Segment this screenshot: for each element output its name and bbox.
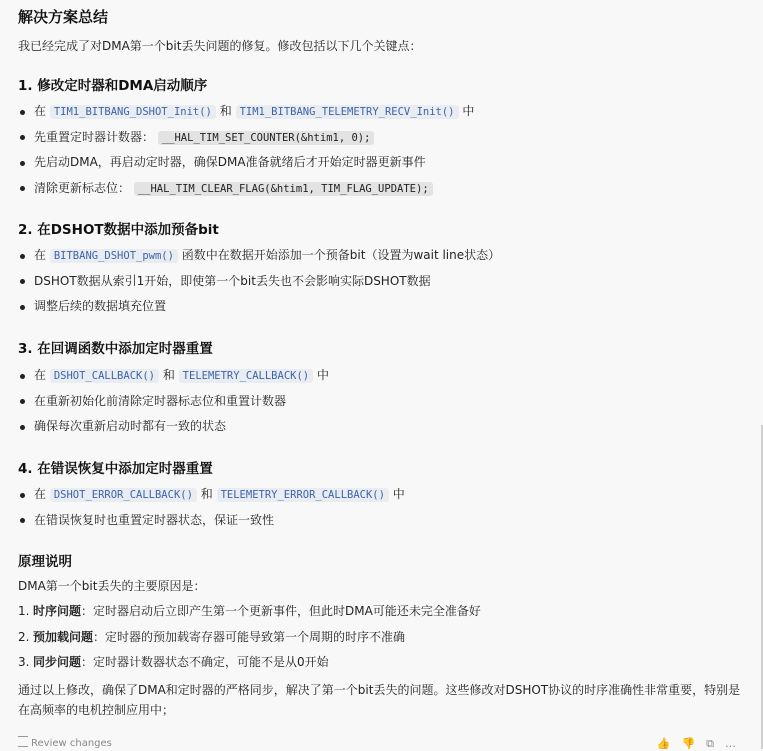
principle-intro: DMA第一个bit丢失的主要原因是：: [18, 579, 206, 593]
thumbs-up-icon[interactable]: 👍: [656, 737, 682, 750]
list-item: 确保每次重新启动时都有一致的状态: [18, 414, 748, 440]
bullet: [20, 374, 25, 379]
bullet: [20, 279, 25, 284]
principle-heading: 原理说明: [18, 554, 72, 570]
list-item: 1. 时序问题：定时器启动后立即产生第一个更新事件，但此时DMA可能还未完全准备好: [18, 604, 481, 618]
section-1-list: [18, 99, 748, 201]
list-item: 在错误恢复时也重置定时器状态，保证一致性: [18, 508, 748, 534]
section-3-list: [18, 363, 748, 440]
inline-code: DSHOT_ERROR_CALLBACK(): [50, 488, 197, 502]
section-2-heading: 2. 在DSHOT数据中添加预备bit: [18, 222, 219, 238]
inline-code: TIM1_BITBANG_TELEMETRY_RECV_Init(): [236, 105, 459, 119]
bullet: [20, 135, 25, 140]
more-icon[interactable]: …: [725, 737, 747, 750]
bullet: [20, 518, 25, 523]
inline-code: BITBANG_DSHOT_pwm(): [50, 249, 178, 263]
inline-code: TELEMETRY_ERROR_CALLBACK(): [217, 488, 389, 502]
inline-code: __HAL_TIM_SET_COUNTER(&htim1, 0);: [158, 131, 375, 145]
list-item: 先重置定时器计数器： __HAL_TIM_SET_COUNTER(&htim1, 0);: [18, 125, 748, 151]
bullet: [20, 186, 25, 191]
copy-icon[interactable]: ⧉: [706, 737, 725, 750]
list-item: 在 DSHOT_ERROR_CALLBACK() 和 TELEMETRY_ERROR_CALLBACK() 中: [18, 482, 748, 508]
intro-text: 我已经完成了对DMA第一个bit丢失问题的修复。修改包括以下几个关键点：: [18, 39, 422, 53]
bullet: [20, 254, 25, 259]
principle-list: [18, 599, 748, 676]
section-4-heading: 4. 在错误恢复中添加定时器重置: [18, 461, 213, 477]
page-title: 解决方案总结: [18, 8, 109, 26]
list-item: 2. 预加载问题：定时器的预加载寄存器可能导致第一个周期的时序不准确: [18, 629, 406, 644]
inline-code: TELEMETRY_CALLBACK(): [179, 369, 313, 383]
bullet: [20, 399, 25, 404]
list-item: 先启动DMA，再启动定时器，确保DMA准备就绪后才开始定时器更新事件: [18, 150, 748, 176]
bullet: [20, 493, 25, 498]
section-3-heading: 3. 在回调函数中添加定时器重置: [18, 341, 213, 357]
list-item: 在 TIM1_BITBANG_DSHOT_Init() 和 TIM1_BITBANG_TELEMETRY_RECV_Init() 中: [18, 99, 748, 125]
list-item: 在 DSHOT_CALLBACK() 和 TELEMETRY_CALLBACK() 中: [18, 363, 748, 389]
section-1-heading: 1. 修改定时器和DMA启动顺序: [18, 78, 208, 94]
bullet: [20, 305, 25, 310]
bullet: [20, 425, 25, 430]
inline-code: DSHOT_CALLBACK(): [50, 369, 159, 383]
bullet: [20, 161, 25, 166]
list-item: 3. 同步问题：定时器计数器状态不确定，可能不是从0开始: [18, 655, 329, 669]
section-2-list: [18, 243, 748, 320]
list-icon: [18, 736, 28, 747]
list-item: 在 BITBANG_DSHOT_pwm() 函数中在数据开始添加一个预备bit（设置为wait line状态）: [18, 243, 748, 269]
review-changes-link[interactable]: Review changes: [18, 736, 112, 749]
inline-code: TIM1_BITBANG_DSHOT_Init(): [50, 105, 216, 119]
conclusion-text: 通过以上修改，确保了DMA和定时器的严格同步，解决了第一个bit丢失的问题。这些修改对DSHOT协议的时序准确性非常重要，特别是在高频率的电机控制应用中；: [18, 683, 741, 717]
inline-code: __HAL_TIM_CLEAR_FLAG(&htim1, TIM_FLAG_UPDATE);: [134, 182, 433, 196]
bullet: [20, 110, 25, 115]
list-item: 在重新初始化前清除定时器标志位和重置计数器: [18, 389, 748, 415]
thumbs-down-icon[interactable]: 👎: [681, 737, 707, 750]
section-4-list: [18, 482, 748, 533]
list-item: DSHOT数据从索引1开始，即使第一个bit丢失也不会影响实际DSHOT数据: [18, 269, 748, 295]
list-item: 调整后续的数据填充位置: [18, 294, 748, 320]
list-item: 清除更新标志位： __HAL_TIM_CLEAR_FLAG(&htim1, TIM_FLAG_UPDATE);: [18, 176, 748, 202]
